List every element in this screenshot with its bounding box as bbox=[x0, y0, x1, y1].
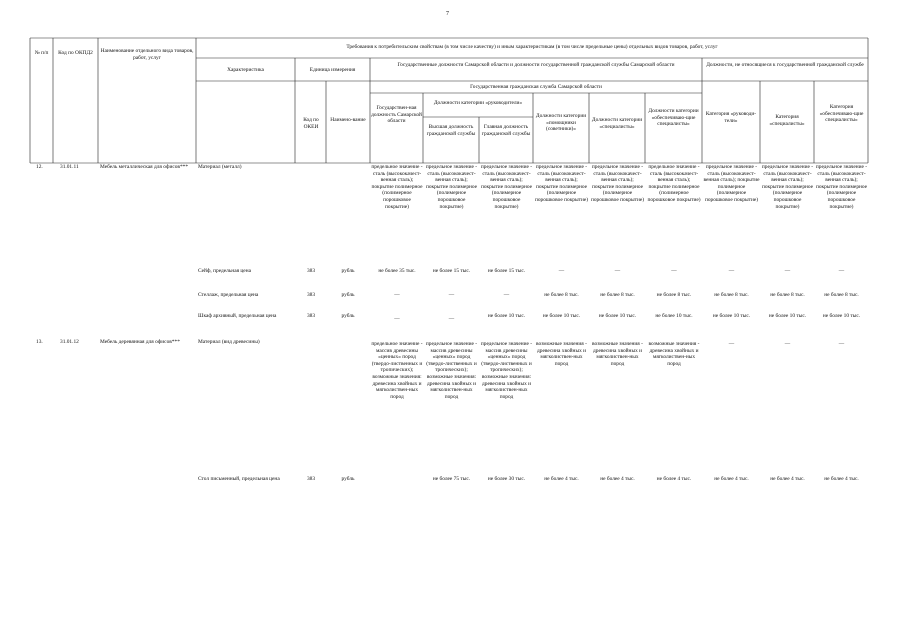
value-cell: не более 75 тыс. bbox=[432, 476, 471, 482]
value-cell: предельное значение - сталь (высококачест-венная сталь); покрытие полимерное (полимерное порошковое покрытие) bbox=[480, 164, 533, 210]
header-unit-code: Код по ОКЕИ bbox=[303, 117, 319, 130]
row-okpd-code: 31.01.11 bbox=[60, 164, 79, 170]
value-cell: предельное значение - сталь (высококачест-венная сталь); покрытие полимерное (полимерное порошковое покрытие) bbox=[590, 164, 645, 203]
header-unit: Единица измерения bbox=[309, 67, 356, 73]
header-specialists-cat: Должности категории «специалисты» bbox=[591, 117, 643, 130]
value-cell: — bbox=[838, 268, 845, 274]
value-cell: не более 10 тыс. bbox=[655, 313, 693, 319]
value-cell: не более 15 тыс. bbox=[487, 268, 526, 274]
header-col-name: Наименование отдельного вида товаров, работ, услуг bbox=[100, 48, 194, 61]
value-cell: не более 8 тыс. bbox=[824, 292, 859, 298]
header-gov-positions: Государственные должности Самарской области и должности государственной гражданской службы Самарской области bbox=[397, 62, 675, 68]
value-cell: предельное значение - массив древесины «ценных» пород (твердо-лиственных и тропических); возможные значения: древесина хвойных и мягколиствен-ных пород bbox=[480, 341, 533, 400]
characteristic-label: Сейф, предельная цена bbox=[198, 268, 251, 274]
value-cell: возможные значения - древесина хвойных и мягколиствен-ных пород bbox=[648, 341, 700, 367]
page-number: 7 bbox=[446, 11, 449, 17]
unit-name: рубль bbox=[341, 292, 355, 298]
value-cell: — bbox=[614, 268, 621, 274]
value-cell: предельное значение - сталь (высококачест-венная сталь); покрытие полимерное (полимерное порошковое покрытие) bbox=[647, 164, 701, 203]
value-cell: — bbox=[838, 341, 845, 347]
row-name: Мебель металлическая для офисов*** bbox=[100, 164, 189, 170]
value-cell: возможные значения - древесина хвойных и мягколиствен-ных пород bbox=[536, 341, 587, 367]
unit-name: рубль bbox=[341, 268, 355, 274]
okei-code: 383 bbox=[306, 292, 316, 298]
row-number: 13. bbox=[36, 339, 43, 345]
value-cell: предельное значение - массив древесины «ценных» пород (твердо-лиственных и тропических); возможные значения: древесина хвойных и мягколиствен-ных пород bbox=[425, 341, 478, 400]
value-cell: — bbox=[671, 268, 677, 274]
value-cell: не более 10 тыс. bbox=[542, 313, 581, 319]
value-cell: предельное значение - сталь (высококачест-венная сталь); покрытие полимерное (полимерное порошковое покрытие) bbox=[534, 164, 589, 203]
characteristic-label: Материал (металл) bbox=[198, 164, 242, 170]
header-top-group: Высшая должность гражданской службы bbox=[426, 124, 476, 137]
value-cell: не более 4 тыс. bbox=[824, 476, 859, 482]
value-cell: — bbox=[728, 268, 735, 274]
header-cat-specialists: Категория «специалисты» bbox=[769, 114, 805, 127]
value-cell: предельное значение - сталь (высококачест-венная сталь); покрытие полимерное (полимерное порошковое покрытие) bbox=[703, 164, 760, 203]
value-cell: не более 4 тыс. bbox=[714, 476, 749, 482]
header-gov-position: Государствен-ная должность Самарской области bbox=[371, 105, 422, 125]
value-cell: предельное значение - сталь (высококачест-венная сталь); покрытие полимерное (полимерное порошковое покрытие) bbox=[761, 164, 814, 210]
value-cell: не более 4 тыс. bbox=[544, 476, 579, 482]
value-cell: не более 4 тыс. bbox=[656, 476, 692, 482]
header-support-cat: Должности категории «обеспечиваю-щие специалисты» bbox=[648, 108, 699, 128]
okei-code: 383 bbox=[306, 268, 316, 274]
value-cell: не более 8 тыс. bbox=[714, 292, 749, 298]
header-col-okpd: Код по ОКПД2 bbox=[58, 50, 93, 56]
value-cell: — bbox=[503, 292, 510, 298]
value-cell: предельное значение - сталь (высококачест-венная сталь); покрытие полимерное (полимерное порошковое покрытие) bbox=[815, 164, 868, 210]
characteristic-label: Шкаф архивный, предельная цена bbox=[198, 313, 277, 319]
value-cell: — bbox=[448, 316, 455, 322]
header-characteristic: Характеристика bbox=[227, 67, 264, 73]
row-number: 12. bbox=[36, 164, 43, 170]
value-cell: не более 35 тыс. bbox=[378, 268, 416, 274]
header-leaders-cat: Должности категории «руководители» bbox=[433, 100, 523, 106]
okei-code: 383 bbox=[306, 313, 316, 319]
value-cell: — bbox=[448, 292, 455, 298]
row-okpd-code: 31.01.12 bbox=[60, 339, 79, 345]
value-cell: предельное значение - сталь (высококачест-венная сталь); покрытие полимерное (полимерное порошковое покрытие) bbox=[371, 164, 423, 210]
value-cell: не более 8 тыс. bbox=[600, 292, 635, 298]
header-cat-leaders: Категория «руководи-тели» bbox=[705, 111, 757, 124]
value-cell: не более 10 тыс. bbox=[598, 313, 637, 319]
row-name: Мебель деревянная для офисов*** bbox=[100, 339, 180, 345]
characteristic-label: Стол письменный, предельная цена bbox=[198, 476, 280, 482]
value-cell: — bbox=[728, 341, 735, 347]
header-main-group: Главная должность гражданской службы bbox=[481, 124, 531, 137]
value-cell: не более 10 тыс. bbox=[768, 313, 807, 319]
header-cat-support: Категория «обеспечиваю-щие специалисты» bbox=[819, 104, 864, 124]
value-cell: предельное значение - сталь (высококачест-венная сталь); покрытие полимерное (полимерное порошковое покрытие) bbox=[425, 164, 478, 210]
characteristic-label: Материал (вид древесины) bbox=[198, 339, 260, 345]
value-cell: — bbox=[784, 268, 791, 274]
value-cell: не более 10 тыс. bbox=[487, 313, 526, 319]
value-cell: не более 8 тыс. bbox=[544, 292, 579, 298]
header-civil-service: Государственная гражданская служба Самарской области bbox=[470, 84, 602, 90]
characteristic-label: Стеллаж, предельная цена bbox=[198, 292, 259, 298]
value-cell: не более 8 тыс. bbox=[770, 292, 805, 298]
value-cell: не более 8 тыс. bbox=[656, 292, 692, 298]
unit-name: рубль bbox=[341, 476, 355, 482]
header-col-number: № п/п bbox=[34, 50, 49, 56]
unit-name: рубль bbox=[341, 313, 355, 319]
header-non-gov-positions: Должности, не относящиеся к государственной гражданской службе bbox=[706, 62, 864, 68]
value-cell: — bbox=[784, 341, 791, 347]
value-cell: не более 30 тыс. bbox=[487, 476, 526, 482]
value-cell: не более 10 тыс. bbox=[822, 313, 861, 319]
value-cell: — bbox=[394, 316, 400, 322]
header-helpers-cat: Должности категории «помощники (советники)» bbox=[535, 113, 587, 133]
okei-code: 383 bbox=[306, 476, 316, 482]
header-requirements: Требования к потребительским свойствам (в том числе качеству) и иным характеристикам (в том числе предельные цены) отдельных видов товаров, работ, услуг bbox=[346, 44, 718, 50]
value-cell: предельное значение - массив древесины «ценных» пород (твердо-лиственных и тропических); возможные значения: древесина хвойных и мягколиствен-ных пород bbox=[371, 341, 423, 400]
header-unit-name: Наимено-вание bbox=[330, 117, 366, 123]
value-cell: не более 4 тыс. bbox=[600, 476, 635, 482]
value-cell: — bbox=[394, 292, 400, 298]
value-cell: не более 4 тыс. bbox=[770, 476, 805, 482]
value-cell: — bbox=[558, 268, 565, 274]
value-cell: не более 10 тыс. bbox=[712, 313, 751, 319]
value-cell: не более 15 тыс. bbox=[432, 268, 471, 274]
value-cell: возможные значения - древесина хвойных и мягколиствен-ных пород bbox=[592, 341, 643, 367]
